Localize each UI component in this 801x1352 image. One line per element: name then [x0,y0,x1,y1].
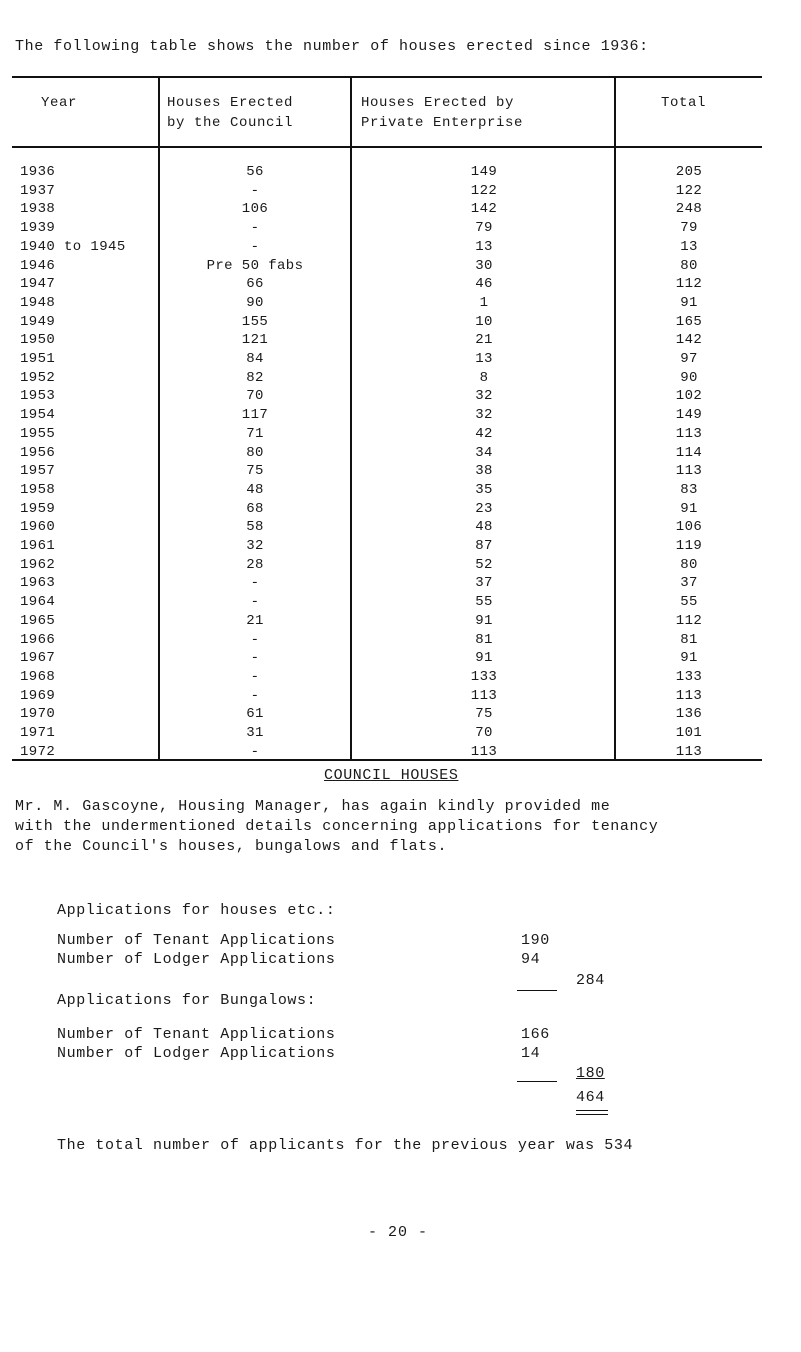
cell-total: 114 [675,444,703,461]
table-row [12,575,762,593]
bungalows-subtotal: 180 [576,1065,605,1082]
cell-year: 1948 [20,294,56,311]
cell-year: 1949 [20,313,56,330]
cell-council: - [250,238,260,255]
cell-private: 133 [470,668,498,685]
cell-private: 34 [475,444,493,461]
cell-private: 75 [475,706,493,723]
bungalows-heading: Applications for Bungalows: [57,992,317,1009]
cell-council: - [250,575,260,592]
cell-council: 61 [246,706,264,723]
grand-total-rule-2 [576,1114,608,1115]
cell-council: - [250,687,260,704]
cell-council: - [250,220,260,237]
houses-subtotal: 284 [576,972,605,989]
table-row [12,501,762,519]
table-row [12,613,762,631]
cell-council: - [250,594,260,611]
houses-tenant-value: 190 [521,932,550,949]
cell-council: - [250,631,260,648]
cell-private: 113 [470,687,498,704]
cell-council: 80 [246,444,264,461]
cell-total: 79 [680,220,698,237]
cell-council: - [250,182,260,199]
cell-council: - [250,743,260,760]
cell-council: 121 [241,332,269,349]
table-row [12,183,762,201]
cell-private: 113 [470,743,498,760]
cell-private: 91 [475,650,493,667]
cell-total: 80 [680,556,698,573]
cell-year: 1953 [20,388,56,405]
page-number: - 20 - [368,1224,429,1241]
cell-total: 149 [675,407,703,424]
cell-private: 35 [475,481,493,498]
header-total: Total [661,95,707,111]
cell-private: 149 [470,164,498,180]
table-row [12,370,762,388]
cell-year: 1963 [20,575,56,592]
paragraph-line-1: Mr. M. Gascoyne, Housing Manager, has again kindly provided me [15,798,611,815]
cell-year: 1971 [20,725,56,741]
previous-year-note: The total number of applicants for the previous year was 534 [57,1137,634,1154]
section-title: COUNCIL HOUSES [324,767,459,784]
cell-year: 1951 [20,351,56,367]
cell-council: 28 [246,556,264,573]
cell-total: 101 [675,725,703,741]
cell-year: 1961 [20,538,56,554]
cell-council: 56 [246,164,264,180]
table-row [12,201,762,219]
cell-total: 83 [680,481,698,498]
cell-private: 8 [479,369,489,386]
houses-heading: Applications for houses etc.: [57,902,336,919]
cell-private: 142 [470,201,498,218]
cell-year: 1946 [20,257,56,274]
cell-council: 84 [246,351,264,367]
grand-total: 464 [576,1089,605,1106]
header-council [167,93,293,133]
cell-private: 46 [475,276,493,293]
cell-council: 31 [246,725,264,741]
cell-year: 1936 [20,164,56,180]
table-row [12,351,762,369]
cell-private: 91 [475,612,493,629]
table-header-rule [12,146,762,148]
cell-total: 13 [680,238,698,255]
cell-council: 48 [246,481,264,498]
cell-year: 1952 [20,369,56,386]
table-row [12,482,762,500]
cell-year: 1947 [20,276,56,293]
paragraph-line-3: of the Council's houses, bungalows and flats. [15,838,448,855]
header-private [361,93,523,133]
intro-paragraph [15,797,790,857]
table-top-rule [12,76,762,78]
cell-total: 102 [675,388,703,405]
header-private-line1: Houses Erected by [361,95,515,111]
cell-private: 79 [475,220,493,237]
cell-council: 155 [241,313,269,330]
cell-total: 112 [675,276,703,293]
cell-total: 97 [680,351,698,367]
cell-total: 136 [675,706,703,723]
header-private-line2: Private Enterprise [361,115,524,131]
cell-year: 1965 [20,612,56,629]
cell-year: 1954 [20,407,56,424]
cell-total: 55 [680,594,698,611]
cell-year: 1958 [20,481,56,498]
bungalows-subtotal-rule [517,1081,557,1082]
table-row [12,276,762,294]
cell-year: 1950 [20,332,56,349]
cell-council: 90 [246,294,264,311]
cell-year: 1956 [20,444,56,461]
cell-council: Pre 50 fabs [206,257,304,274]
cell-council: 70 [246,388,264,405]
cell-year: 1955 [20,425,56,442]
table-row [12,557,762,575]
cell-total: 165 [675,313,703,330]
cell-year: 1938 [20,201,56,218]
cell-council: 58 [246,519,264,536]
cell-total: 90 [680,369,698,386]
cell-total: 91 [680,500,698,517]
cell-private: 30 [475,257,493,274]
cell-year: 1972 [20,743,56,760]
cell-council: 106 [241,201,269,218]
cell-total: 106 [675,519,703,536]
table-row [12,669,762,687]
table-row [12,725,762,743]
table-row [12,314,762,332]
cell-total: 119 [675,538,703,554]
cell-total: 37 [680,575,698,592]
cell-private: 23 [475,500,493,517]
table-row [12,239,762,257]
cell-total: 113 [675,425,703,442]
cell-private: 1 [479,294,489,311]
cell-private: 37 [475,575,493,592]
intro-text: The following table shows the number of houses erected since 1936: [15,38,649,55]
cell-total: 91 [680,650,698,667]
header-council-line1: Houses Erected [167,95,294,111]
houses-subtotal-rule [517,990,557,991]
table-row [12,650,762,668]
cell-year: 1940 to 1945 [20,238,126,255]
cell-year: 1957 [20,463,56,480]
cell-total: 248 [675,201,703,218]
bungalows-tenant-label: Number of Tenant Applications [57,1026,336,1043]
cell-council: 66 [246,276,264,293]
cell-year: 1939 [20,220,56,237]
cell-council: 82 [246,369,264,386]
cell-total: 133 [675,668,703,685]
cell-private: 21 [475,332,493,349]
houses-erected-table [12,76,762,760]
cell-year: 1967 [20,650,56,667]
cell-private: 81 [475,631,493,648]
cell-private: 48 [475,519,493,536]
table-row [12,388,762,406]
cell-total: 81 [680,631,698,648]
cell-council: 21 [246,612,264,629]
houses-lodger-label: Number of Lodger Applications [57,951,336,968]
cell-private: 38 [475,463,493,480]
table-row [12,426,762,444]
cell-private: 32 [475,388,493,405]
cell-total: 113 [675,687,703,704]
cell-total: 142 [675,332,703,349]
table-row [12,332,762,350]
cell-year: 1964 [20,594,56,611]
cell-total: 91 [680,294,698,311]
cell-year: 1969 [20,687,56,704]
bungalows-lodger-value: 14 [521,1045,541,1062]
cell-council: 68 [246,500,264,517]
cell-private: 42 [475,425,493,442]
cell-council: 75 [246,463,264,480]
cell-council: - [250,668,260,685]
header-council-line2: by the Council [167,115,294,131]
paragraph-line-2: with the undermentioned details concerning applications for tenancy [15,818,659,835]
bungalows-lodger-label: Number of Lodger Applications [57,1045,336,1062]
table-row [12,519,762,537]
table-row [12,688,762,706]
table-row [12,706,762,724]
houses-lodger-value: 94 [521,951,541,968]
table-row [12,463,762,481]
cell-total: 205 [675,164,703,180]
cell-private: 13 [475,351,493,367]
cell-year: 1937 [20,182,56,199]
cell-year: 1962 [20,556,56,573]
houses-tenant-label: Number of Tenant Applications [57,932,336,949]
cell-council: 71 [246,425,264,442]
cell-total: 112 [675,612,703,629]
table-row [12,538,762,556]
table-row [12,258,762,276]
cell-private: 70 [475,725,493,741]
table-row [12,744,762,762]
table-row [12,445,762,463]
header-year: Year [41,95,78,111]
grand-total-rule-1 [576,1110,608,1111]
cell-year: 1960 [20,519,56,536]
table-row [12,295,762,313]
cell-year: 1970 [20,706,56,723]
cell-private: 52 [475,556,493,573]
bungalows-tenant-value: 166 [521,1026,550,1043]
table-row [12,220,762,238]
table-row [12,594,762,612]
table-row [12,632,762,650]
cell-year: 1966 [20,631,56,648]
cell-private: 87 [475,538,493,554]
cell-year: 1959 [20,500,56,517]
table-row [12,164,762,182]
cell-council: - [250,650,260,667]
cell-private: 32 [475,407,493,424]
cell-total: 80 [680,257,698,274]
cell-year: 1968 [20,668,56,685]
cell-private: 55 [475,594,493,611]
cell-private: 10 [475,313,493,330]
cell-total: 113 [675,743,703,760]
cell-council: 32 [246,538,264,554]
cell-total: 113 [675,463,703,480]
cell-council: 117 [241,407,269,424]
cell-private: 122 [470,182,498,199]
table-row [12,407,762,425]
cell-total: 122 [675,182,703,199]
cell-private: 13 [475,238,493,255]
